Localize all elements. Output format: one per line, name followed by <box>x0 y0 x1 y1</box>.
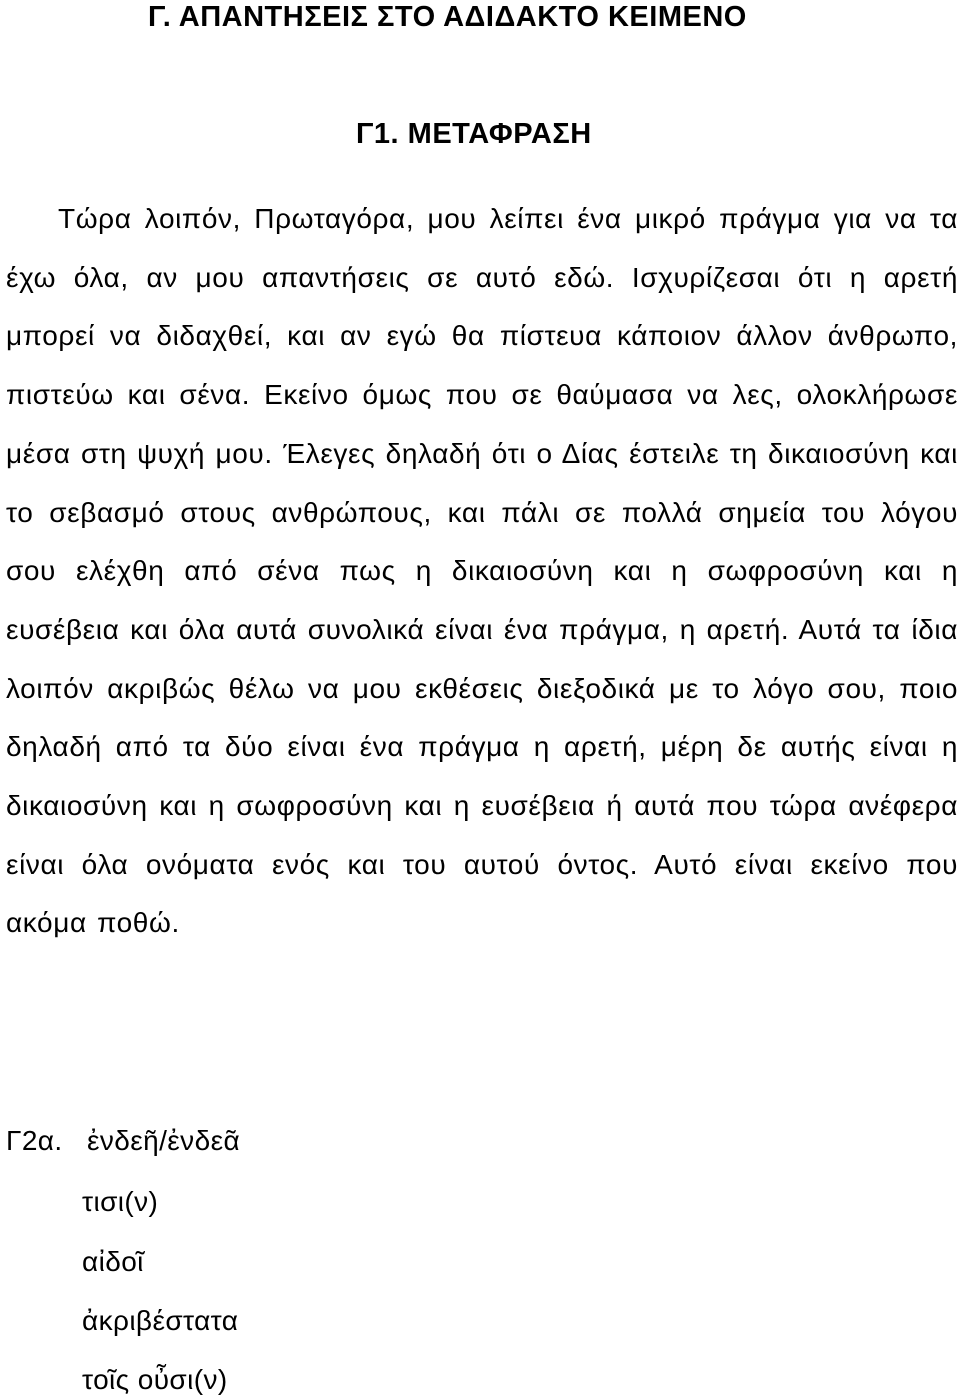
list-item: τισι(ν) <box>82 1186 159 1217</box>
question-label: Γ2α. <box>6 1125 63 1156</box>
list-item: αἰδοῖ <box>82 1246 144 1277</box>
list-item: τοῖς οὖσι(ν) <box>82 1364 228 1395</box>
translation-paragraph: Τώρα λοιπόν, Πρωταγόρα, μου λείπει ένα μικρό πράγμα για να τα έχω όλα, αν μου απαντήσεις σε αυτό εδώ. Ισχυρίζεσαι ότι η αρετή μπορεί να διδαχθεί, και αν εγώ θα πίστευα κάποιον άλλον άνθρωπο, πιστεύω και σένα. Εκείνο όμως που σε θαύμασα να λες, ολοκλήρωσε μέσα στη ψυχή μου. Έλεγες δηλαδή ότι ο Δίας έστειλε τη δικαιοσύνη και το σεβασμό στους ανθρώπους, και πάλι σε πολλά σημεία του λόγου σου ελέχθη από σένα πως η δικαιοσύνη και η σωφροσύνη και η ευσέβεια και όλα αυτά συνολικά είναι ένα πράγμα, η αρετή. Αυτά τα ίδια λοιπόν ακριβώς θέλω να μου εκθέσεις διεξοδικά με το λόγο σου, ποιο δηλαδή από τα δύο είναι ένα πράγμα η αρετή, μέρη δε αυτής είναι η δικαιοσύνη και η σωφροσύνη και η ευσέβεια ή αυτά που τώρα ανέφερα είναι όλα ονόματα ενός και του αυτού όντος. Αυτό είναι εκείνο που ακόμα ποθώ. <box>6 203 958 939</box>
section-heading: Γ. ΑΠΑΝΤΗΣΕΙΣ ΣΤΟ ΑΔΙΔΑΚΤΟ ΚΕΙΜΕΝΟ <box>148 1 747 33</box>
subsection-heading: Γ1. ΜΕΤΑΦΡΑΣΗ <box>356 118 592 150</box>
list-item: ἐνδεῆ/ἐνδεᾶ <box>87 1125 241 1156</box>
list-item: ἀκριβέστατα <box>82 1305 239 1336</box>
